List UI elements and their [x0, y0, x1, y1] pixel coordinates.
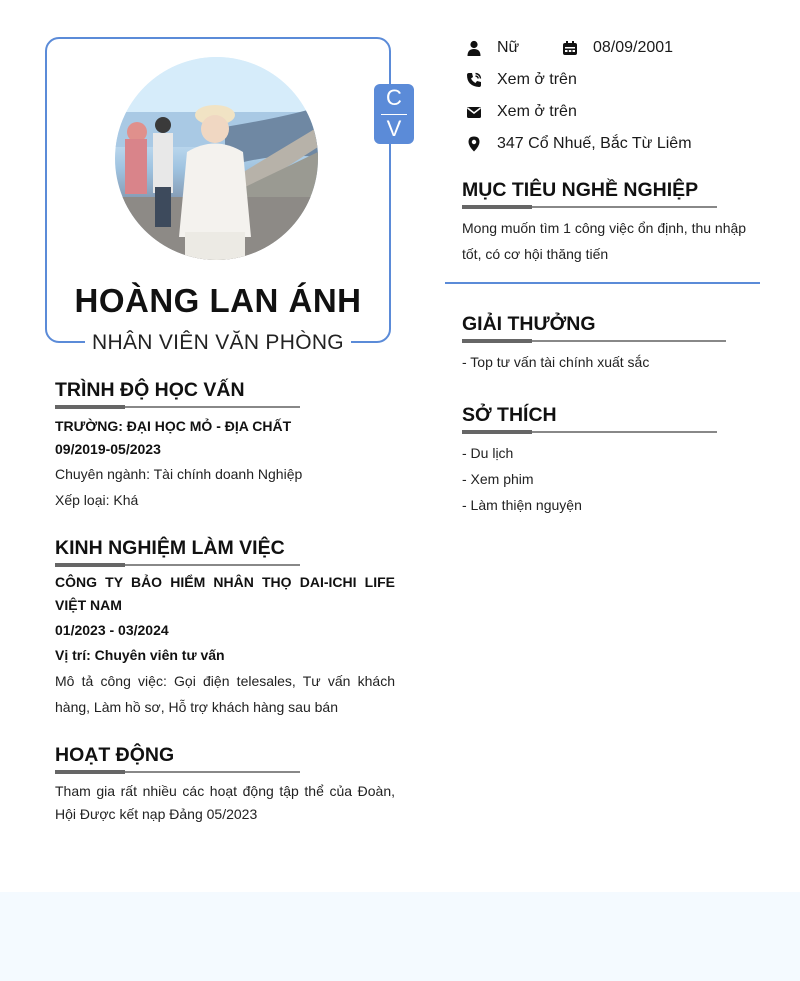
award-item: - Top tư vấn tài chính xuất sắc	[462, 354, 650, 370]
phone-icon	[466, 72, 482, 88]
hobbies-heading: SỞ THÍCH	[462, 404, 557, 426]
location-pin-icon	[466, 136, 482, 152]
education-school: TRƯỜNG: ĐẠI HỌC MỎ - ĐỊA CHẤT	[55, 418, 292, 434]
hobbies-heading-line	[462, 431, 717, 433]
activities-heading: HOẠT ĐỘNG	[55, 744, 175, 766]
mail-icon	[466, 104, 482, 120]
cv-badge-top: C	[386, 85, 402, 110]
experience-heading-line	[55, 564, 300, 566]
hobby-item: - Xem phim	[462, 471, 534, 487]
calendar-icon	[562, 40, 578, 56]
objective-heading-line	[462, 206, 717, 208]
education-major: Chuyên ngành: Tài chính doanh Nghiệp	[55, 466, 303, 482]
education-period: 09/2019-05/2023	[55, 441, 161, 457]
experience-company: CÔNG TY BẢO HIỂM NHÂN THỌ DAI-ICHI LIFE VIỆT NAM	[55, 574, 395, 613]
section-divider	[445, 282, 760, 284]
cv-badge-divider	[381, 114, 407, 115]
experience-position: Vị trí: Chuyên viên tư vấn	[55, 647, 225, 663]
experience-description: Mô tả công việc: Gọi điện telesales, Tư vấn khách hàng, Làm hồ sơ, Hỗ trợ khách hàng sau bán	[55, 673, 395, 715]
hobby-item: - Làm thiện nguyện	[462, 497, 582, 513]
activities-text: Tham gia rất nhiều các hoạt động tập thể của Đoàn, Hội Được kết nạp Đảng 05/2023	[55, 783, 395, 822]
awards-heading-line	[462, 340, 726, 342]
activities-heading-line	[55, 771, 300, 773]
education-heading-line	[55, 406, 300, 408]
awards-heading: GIẢI THƯỞNG	[462, 313, 596, 335]
hobby-item: - Du lịch	[462, 445, 514, 461]
cv-badge	[374, 84, 414, 144]
footer-band	[0, 892, 800, 981]
cv-badge-bottom: V	[386, 116, 402, 141]
objective-text: Mong muốn tìm 1 công việc ổn định, thu nhập tốt, có cơ hội thăng tiến	[462, 220, 747, 262]
gender-value: Nữ	[497, 39, 520, 56]
objective-heading: MỤC TIÊU NGHỀ NGHIỆP	[462, 179, 699, 201]
profile-photo	[115, 57, 318, 260]
person-icon	[466, 40, 482, 56]
candidate-title: NHÂN VIÊN VĂN PHÒNG	[85, 330, 351, 356]
candidate-name: HOÀNG LAN ÁNH	[74, 282, 362, 319]
experience-period: 01/2023 - 03/2024	[55, 622, 169, 638]
address-value: 347 Cổ Nhuế, Bắc Từ Liêm	[497, 135, 692, 152]
email-value: Xem ở trên	[497, 103, 577, 120]
phone-value: Xem ở trên	[497, 71, 577, 88]
experience-heading: KINH NGHIỆM LÀM VIỆC	[55, 537, 285, 559]
birthdate-value: 08/09/2001	[593, 39, 674, 56]
education-heading: TRÌNH ĐỘ HỌC VẤN	[55, 379, 245, 401]
gender-row	[466, 37, 482, 59]
education-grade: Xếp loại: Khá	[55, 492, 139, 508]
